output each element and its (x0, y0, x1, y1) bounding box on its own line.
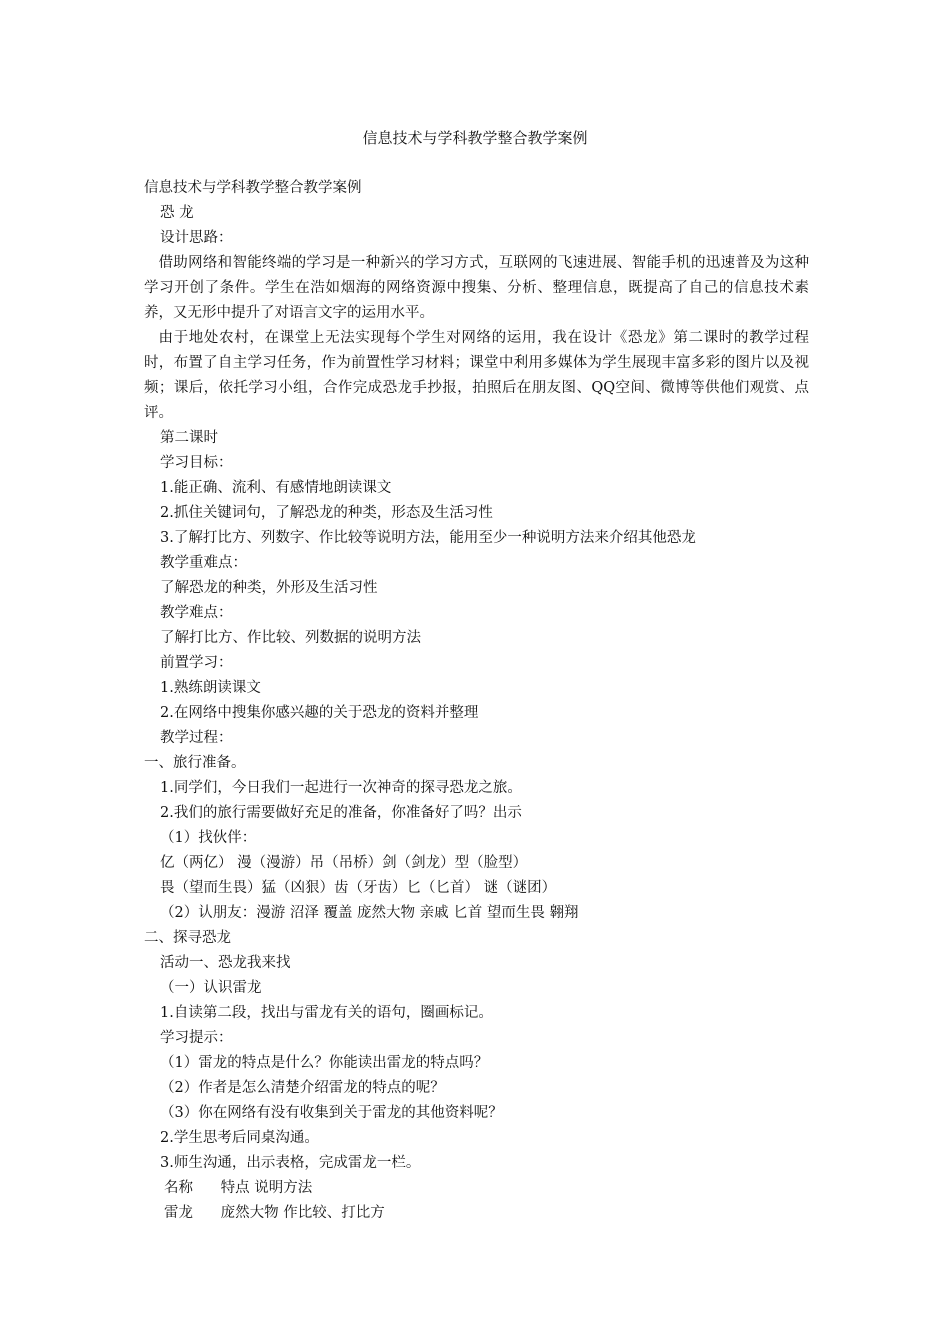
table-row (144, 1201, 809, 1226)
period-heading: 第二课时 (160, 430, 218, 446)
paragraph-1: 借助网络和智能终端的学习是一种新兴的学习方式，互联网的飞速进展、智能手机的迅速普及为这种学习开创了条件。学生在浩如烟海的网络资源中搜集、分析、整理信息，既提高了自己的信息技术素养，又无形中提升了对语言文字的运用水平。 (144, 255, 809, 321)
table-cell: 雷龙 (164, 1205, 193, 1221)
table-cell: 作比较、打比方 (283, 1205, 385, 1221)
step-item: 2.我们的旅行需要做好充足的准备，你准备好了吗？出示 (160, 805, 522, 821)
page-title: 信息技术与学科教学整合教学案例 (362, 129, 588, 147)
pre-item: 2.在网络中搜集你感兴趣的关于恐龙的资料并整理 (160, 705, 479, 721)
tip-item: （3）你在网络有没有收集到关于雷龙的其他资料呢？ (160, 1105, 503, 1121)
table-header-row (144, 1176, 809, 1201)
goal-item: 1.能正确、流利、有感情地朗读课文 (160, 480, 392, 496)
partner-heading: （1）找伙伴： (160, 830, 257, 846)
step-item: 1.自读第二段，找出与雷龙有关的语句，圈画标记。 (160, 1005, 493, 1021)
step-item: 1.同学们，今日我们一起进行一次神奇的探寻恐龙之旅。 (160, 780, 522, 796)
key-heading: 教学重难点： (160, 555, 247, 571)
title-line: 信息技术与学科教学整合教学案例 (144, 180, 362, 196)
activity-heading: 活动一、恐龙我来找 (160, 955, 291, 971)
difficulty-text: 了解打比方、作比较、列数据的说明方法 (160, 630, 421, 646)
tip-item: （2）作者是怎么清楚介绍雷龙的特点的呢？ (160, 1080, 445, 1096)
difficulty-heading: 教学难点： (160, 605, 233, 621)
friend-words: （2）认朋友：漫游 沼泽 覆盖 庞然大物 亲戚 匕首 望而生畏 翱翔 (160, 905, 579, 921)
tips-heading: 学习提示： (160, 1030, 233, 1046)
goals-heading: 学习目标： (160, 455, 233, 471)
step-item: 3.师生沟通，出示表格，完成雷龙一栏。 (160, 1155, 421, 1171)
partner-words-1: 亿（两亿） 漫（漫游）吊（吊桥）剑（剑龙）型（脸型） (160, 855, 528, 871)
table-header-cell: 特点 (220, 1180, 250, 1196)
table-header-cell: 名称 (164, 1180, 193, 1196)
process-heading: 教学过程： (160, 730, 233, 746)
design-heading: 设计思路： (160, 230, 233, 246)
paragraph-2: 由于地处农村，在课堂上无法实现每个学生对网络的运用，我在设计《恐龙》第二课时的教学过程时，布置了自主学习任务，作为前置性学习材料；课堂中利用多媒体为学生展现丰富多彩的图片以及视频；课后，依托学习小组，合作完成恐龙手抄报，拍照后在朋友图、QQ空间、微博等供他们观赏、点评。 (144, 330, 809, 421)
document-body (144, 176, 809, 1226)
partner-words-2: 畏（望而生畏）猛（凶狠）齿（牙齿）匕（匕首） 谜（谜团） (160, 880, 557, 896)
table-header-cell: 说明方法 (254, 1180, 313, 1196)
pre-item: 1.熟练朗读课文 (160, 680, 261, 696)
goal-item: 3.了解打比方、列数字、作比较等说明方法，能用至少一种说明方法来介绍其他恐龙 (160, 530, 696, 546)
step-item: 2.学生思考后同桌沟通。 (160, 1130, 319, 1146)
table-cell: 庞然大物 (220, 1205, 279, 1221)
key-text: 了解恐龙的种类，外形及生活习性 (160, 580, 378, 596)
section-heading: 二、探寻恐龙 (144, 930, 231, 946)
lesson-name: 恐 龙 (160, 205, 194, 221)
pre-heading: 前置学习： (160, 655, 233, 671)
goal-item: 2.抓住关键词句，了解恐龙的种类，形态及生活习性 (160, 505, 493, 521)
sub-heading: （一）认识雷龙 (160, 980, 262, 996)
section-heading: 一、旅行准备。 (144, 755, 246, 771)
tip-item: （1）雷龙的特点是什么？你能读出雷龙的特点吗？ (160, 1055, 489, 1071)
